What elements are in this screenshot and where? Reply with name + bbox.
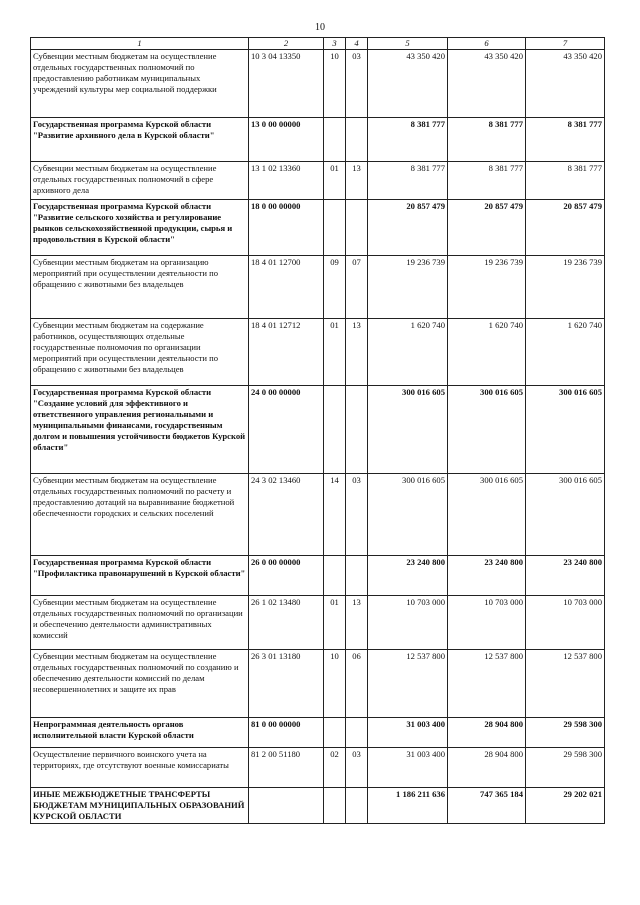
row-amount-1-cell: 300 016 605	[368, 474, 448, 556]
row-subsection-cell	[346, 118, 368, 162]
row-name-cell: Субвенции местным бюджетам на осуществление отдельных государственных полномочий в сфере архивного дела	[31, 162, 249, 200]
row-code-cell: 26 0 00 00000	[249, 556, 324, 596]
page-number: 10	[315, 22, 325, 33]
row-amount-2-cell: 19 236 739	[448, 256, 526, 319]
table-row	[31, 650, 605, 718]
row-name-cell: ИНЫЕ МЕЖБЮДЖЕТНЫЕ ТРАНСФЕРТЫ БЮДЖЕТАМ МУНИЦИПАЛЬНЫХ ОБРАЗОВАНИЙ КУРСКОЙ ОБЛАСТИ	[31, 788, 249, 824]
row-amount-2-cell: 8 381 777	[448, 118, 526, 162]
row-amount-3-cell: 29 598 300	[526, 748, 605, 788]
row-code-cell: 81 0 00 00000	[249, 718, 324, 748]
row-subsection-cell: 07	[346, 256, 368, 319]
row-subsection-cell	[346, 386, 368, 474]
row-amount-3-cell: 23 240 800	[526, 556, 605, 596]
table-row	[31, 319, 605, 386]
row-subsection-cell	[346, 200, 368, 256]
row-name-cell: Государственная программа Курской области "Развитие сельского хозяйства и регулирование рынков сельскохозяйственной продукции, сырья и продовольствия в Курской области"	[31, 200, 249, 256]
row-section-cell: 02	[324, 748, 346, 788]
row-amount-3-cell: 300 016 605	[526, 386, 605, 474]
row-code-cell: 18 4 01 12700	[249, 256, 324, 319]
row-code-cell	[249, 788, 324, 824]
row-subsection-cell: 13	[346, 162, 368, 200]
budget-table	[30, 37, 605, 824]
table-row	[31, 386, 605, 474]
table-row	[31, 788, 605, 824]
row-subsection-cell: 06	[346, 650, 368, 718]
row-amount-3-cell: 8 381 777	[526, 118, 605, 162]
row-code-cell: 18 0 00 00000	[249, 200, 324, 256]
header-cell: 4	[346, 38, 368, 50]
row-amount-2-cell: 20 857 479	[448, 200, 526, 256]
row-amount-2-cell: 28 904 800	[448, 748, 526, 788]
row-amount-1-cell: 12 537 800	[368, 650, 448, 718]
row-name-cell: Государственная программа Курской области "Развитие архивного дела в Курской области"	[31, 118, 249, 162]
table-row	[31, 596, 605, 650]
row-name-cell: Субвенции местным бюджетам на осуществление отдельных государственных полномочий по созданию и обеспечению деятельности комиссий по делам несовершеннолетних и защите их прав	[31, 650, 249, 718]
row-code-cell: 13 0 00 00000	[249, 118, 324, 162]
table-header-row	[31, 38, 605, 50]
row-amount-1-cell: 31 003 400	[368, 748, 448, 788]
row-section-cell: 01	[324, 596, 346, 650]
table-row	[31, 256, 605, 319]
row-section-cell: 09	[324, 256, 346, 319]
row-amount-3-cell: 29 202 021	[526, 788, 605, 824]
row-amount-1-cell: 300 016 605	[368, 386, 448, 474]
row-amount-2-cell: 300 016 605	[448, 474, 526, 556]
row-amount-3-cell: 1 620 740	[526, 319, 605, 386]
row-subsection-cell: 13	[346, 596, 368, 650]
row-section-cell: 10	[324, 50, 346, 118]
row-name-cell: Субвенции местным бюджетам на осуществление отдельных государственных полномочий по организации и обеспечению деятельности административных комиссий	[31, 596, 249, 650]
row-amount-1-cell: 1 186 211 636	[368, 788, 448, 824]
row-amount-3-cell: 10 703 000	[526, 596, 605, 650]
row-amount-2-cell: 300 016 605	[448, 386, 526, 474]
table-row	[31, 118, 605, 162]
row-section-cell	[324, 118, 346, 162]
row-name-cell: Государственная программа Курской области "Создание условий для эффективного и ответственного управления региональными и муниципальными финансами, государственным долгом и повышения устойчивости бюджетов Курской области"	[31, 386, 249, 474]
row-section-cell	[324, 788, 346, 824]
row-subsection-cell	[346, 718, 368, 748]
row-subsection-cell	[346, 556, 368, 596]
row-code-cell: 10 3 04 13350	[249, 50, 324, 118]
row-amount-1-cell: 19 236 739	[368, 256, 448, 319]
row-amount-1-cell: 31 003 400	[368, 718, 448, 748]
header-cell: 1	[31, 38, 249, 50]
table-row	[31, 50, 605, 118]
row-code-cell: 26 1 02 13480	[249, 596, 324, 650]
row-code-cell: 18 4 01 12712	[249, 319, 324, 386]
row-amount-1-cell: 43 350 420	[368, 50, 448, 118]
row-code-cell: 26 3 01 13180	[249, 650, 324, 718]
row-section-cell	[324, 386, 346, 474]
table-row	[31, 556, 605, 596]
row-amount-3-cell: 8 381 777	[526, 162, 605, 200]
row-amount-3-cell: 43 350 420	[526, 50, 605, 118]
row-subsection-cell	[346, 788, 368, 824]
row-amount-1-cell: 8 381 777	[368, 162, 448, 200]
row-code-cell: 24 0 00 00000	[249, 386, 324, 474]
row-section-cell: 01	[324, 162, 346, 200]
row-amount-3-cell: 20 857 479	[526, 200, 605, 256]
row-amount-2-cell: 12 537 800	[448, 650, 526, 718]
row-amount-1-cell: 20 857 479	[368, 200, 448, 256]
header-cell: 7	[526, 38, 605, 50]
row-section-cell	[324, 556, 346, 596]
row-amount-1-cell: 10 703 000	[368, 596, 448, 650]
row-amount-1-cell: 23 240 800	[368, 556, 448, 596]
row-code-cell: 24 3 02 13460	[249, 474, 324, 556]
row-section-cell: 01	[324, 319, 346, 386]
row-amount-3-cell: 29 598 300	[526, 718, 605, 748]
row-name-cell: Осуществление первичного воинского учета на территориях, где отсутствуют военные комиссариаты	[31, 748, 249, 788]
row-amount-2-cell: 8 381 777	[448, 162, 526, 200]
row-amount-2-cell: 43 350 420	[448, 50, 526, 118]
row-subsection-cell: 13	[346, 319, 368, 386]
row-amount-3-cell: 12 537 800	[526, 650, 605, 718]
row-amount-2-cell: 747 365 184	[448, 788, 526, 824]
row-subsection-cell: 03	[346, 748, 368, 788]
row-subsection-cell: 03	[346, 50, 368, 118]
row-section-cell: 14	[324, 474, 346, 556]
row-amount-2-cell: 28 904 800	[448, 718, 526, 748]
row-name-cell: Субвенции местным бюджетам на организацию мероприятий при осуществлении деятельности по обращению с животными без владельцев	[31, 256, 249, 319]
row-amount-1-cell: 1 620 740	[368, 319, 448, 386]
header-cell: 6	[448, 38, 526, 50]
row-amount-2-cell: 23 240 800	[448, 556, 526, 596]
header-cell: 3	[324, 38, 346, 50]
header-cell: 5	[368, 38, 448, 50]
row-code-cell: 13 1 02 13360	[249, 162, 324, 200]
row-amount-3-cell: 19 236 739	[526, 256, 605, 319]
row-name-cell: Непрограммная деятельность органов исполнительной власти Курской области	[31, 718, 249, 748]
table-row	[31, 474, 605, 556]
row-amount-2-cell: 1 620 740	[448, 319, 526, 386]
row-section-cell	[324, 200, 346, 256]
header-cell: 2	[249, 38, 324, 50]
row-amount-3-cell: 300 016 605	[526, 474, 605, 556]
row-name-cell: Субвенции местным бюджетам на содержание работников, осуществляющих отдельные государственные полномочия по организации мероприятий при осуществлении деятельности по обращению с животными без владельцев	[31, 319, 249, 386]
row-name-cell: Государственная программа Курской области "Профилактика правонарушений в Курской области"	[31, 556, 249, 596]
table-row	[31, 162, 605, 200]
row-name-cell: Субвенции местным бюджетам на осуществление отдельных государственных полномочий по предоставлению работникам муниципальных учреждений культуры мер социальной поддержки	[31, 50, 249, 118]
table-row	[31, 200, 605, 256]
row-amount-1-cell: 8 381 777	[368, 118, 448, 162]
row-section-cell	[324, 718, 346, 748]
table-row	[31, 748, 605, 788]
row-code-cell: 81 2 00 51180	[249, 748, 324, 788]
row-section-cell: 10	[324, 650, 346, 718]
row-amount-2-cell: 10 703 000	[448, 596, 526, 650]
row-subsection-cell: 03	[346, 474, 368, 556]
row-name-cell: Субвенции местным бюджетам на осуществление отдельных государственных полномочий по расчету и предоставлению дотаций на выравнивание бюджетной обеспеченности городских и сельских поселений	[31, 474, 249, 556]
table-row	[31, 718, 605, 748]
